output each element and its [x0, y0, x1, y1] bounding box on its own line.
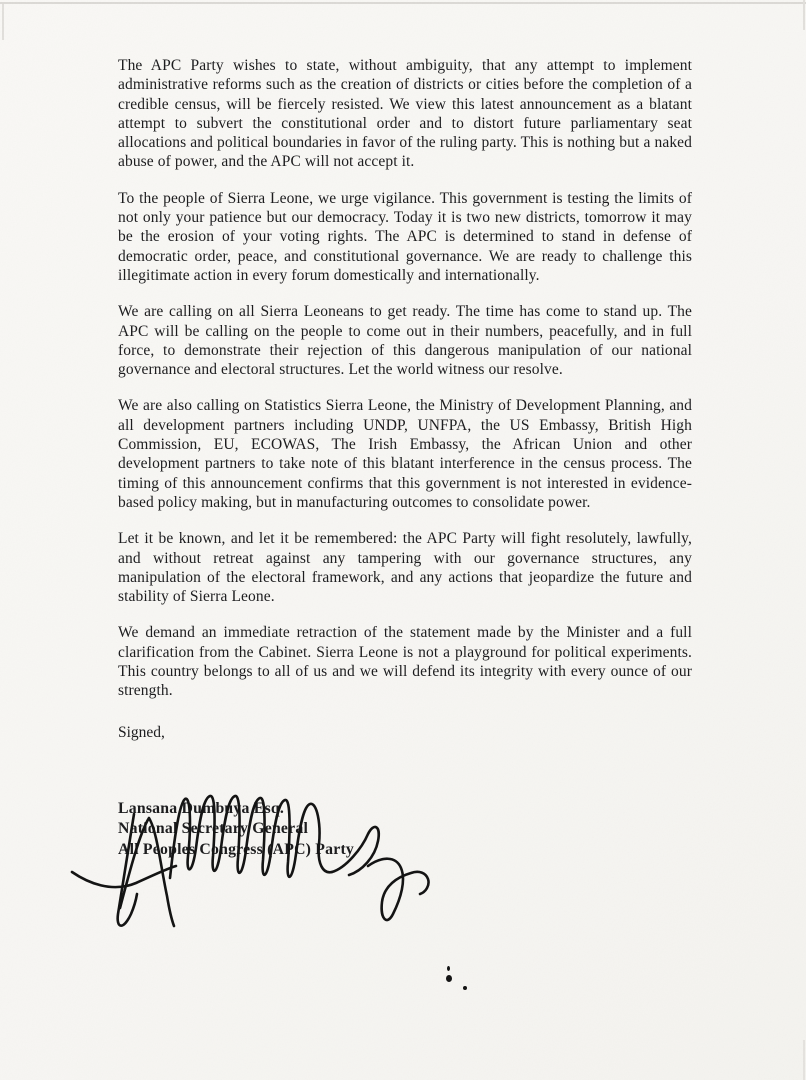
paragraph-3: We are calling on all Sierra Leoneans to get ready. The time has come to stand up. The APC will be calling on the people to come out in their numbers, peacefully, and in full force, to demonstrate their rejection of this dangerous manipulation of our national governance and electoral structures. Let the world witness our resolve.: [118, 303, 692, 379]
closing-block: [118, 724, 692, 861]
signed-label: Signed,: [118, 723, 165, 741]
paragraph-4: We are also calling on Statistics Sierra Leone, the Ministry of Development Planning, and all development partners including UNDP, UNFPA, the US Embassy, British High Commission, EU, ECOWAS, The Irish Embassy, the African Union and other development partners to take note of this blatant interference in the census process. The timing of this announcement confirms that this government is not interested in evidence-based policy making, but in manufacturing outcomes to consolidate power.: [118, 397, 692, 511]
signatory-name: Lansana Dumbuya Esq.: [118, 799, 284, 817]
scan-edge-line-left: [2, 4, 4, 40]
signatory-title: National Secretary General: [118, 820, 309, 838]
scan-edge-line-top: [0, 2, 806, 4]
ink-speck: [463, 986, 467, 990]
scan-edge-line-bottom-right: [803, 1040, 805, 1080]
letter-body: [118, 56, 692, 860]
scan-edge-line-right: [803, 0, 805, 30]
paragraph-2: To the people of Sierra Leone, we urge vigilance. This government is testing the limits of not only your patience but our democracy. Today it is two new districts, tomorrow it may be the erosion of your voting rights. The APC is determined to stand in defense of democratic order, peace, and constitutional governance. We are ready to challenge this illegitimate action in every forum domestically and internationally.: [118, 189, 692, 284]
paragraph-6: We demand an immediate retraction of the statement made by the Minister and a full clarification from the Cabinet. Sierra Leone is not a playground for political experiments. This country belongs to all of us and we will defend its integrity with every ounce of our strength.: [118, 624, 692, 700]
paragraph-1: The APC Party wishes to state, without ambiguity, that any attempt to implement administrative reforms such as the creation of districts or cities before the completion of a credible census, will be fiercely resisted. We view this latest announcement as a blatant attempt to subvert the constitutional order and to distort future parliamentary seat allocations and political boundaries in favor of the ruling party. This is nothing but a naked abuse of power, and the APC will not accept it.: [118, 57, 692, 171]
paragraph-5: Let it be known, and let it be remembered: the APC Party will fight resolutely, lawfully, and without retreat against any tampering with our governance structures, any manipulation of the electoral framework, and any actions that jeopardize the future and stability of Sierra Leone.: [118, 530, 692, 606]
ink-speck: [446, 975, 452, 982]
ink-speck: [447, 966, 450, 971]
signatory-org: All Peoples Congress (APC) Party: [118, 840, 355, 858]
signatory-block: [118, 799, 692, 861]
